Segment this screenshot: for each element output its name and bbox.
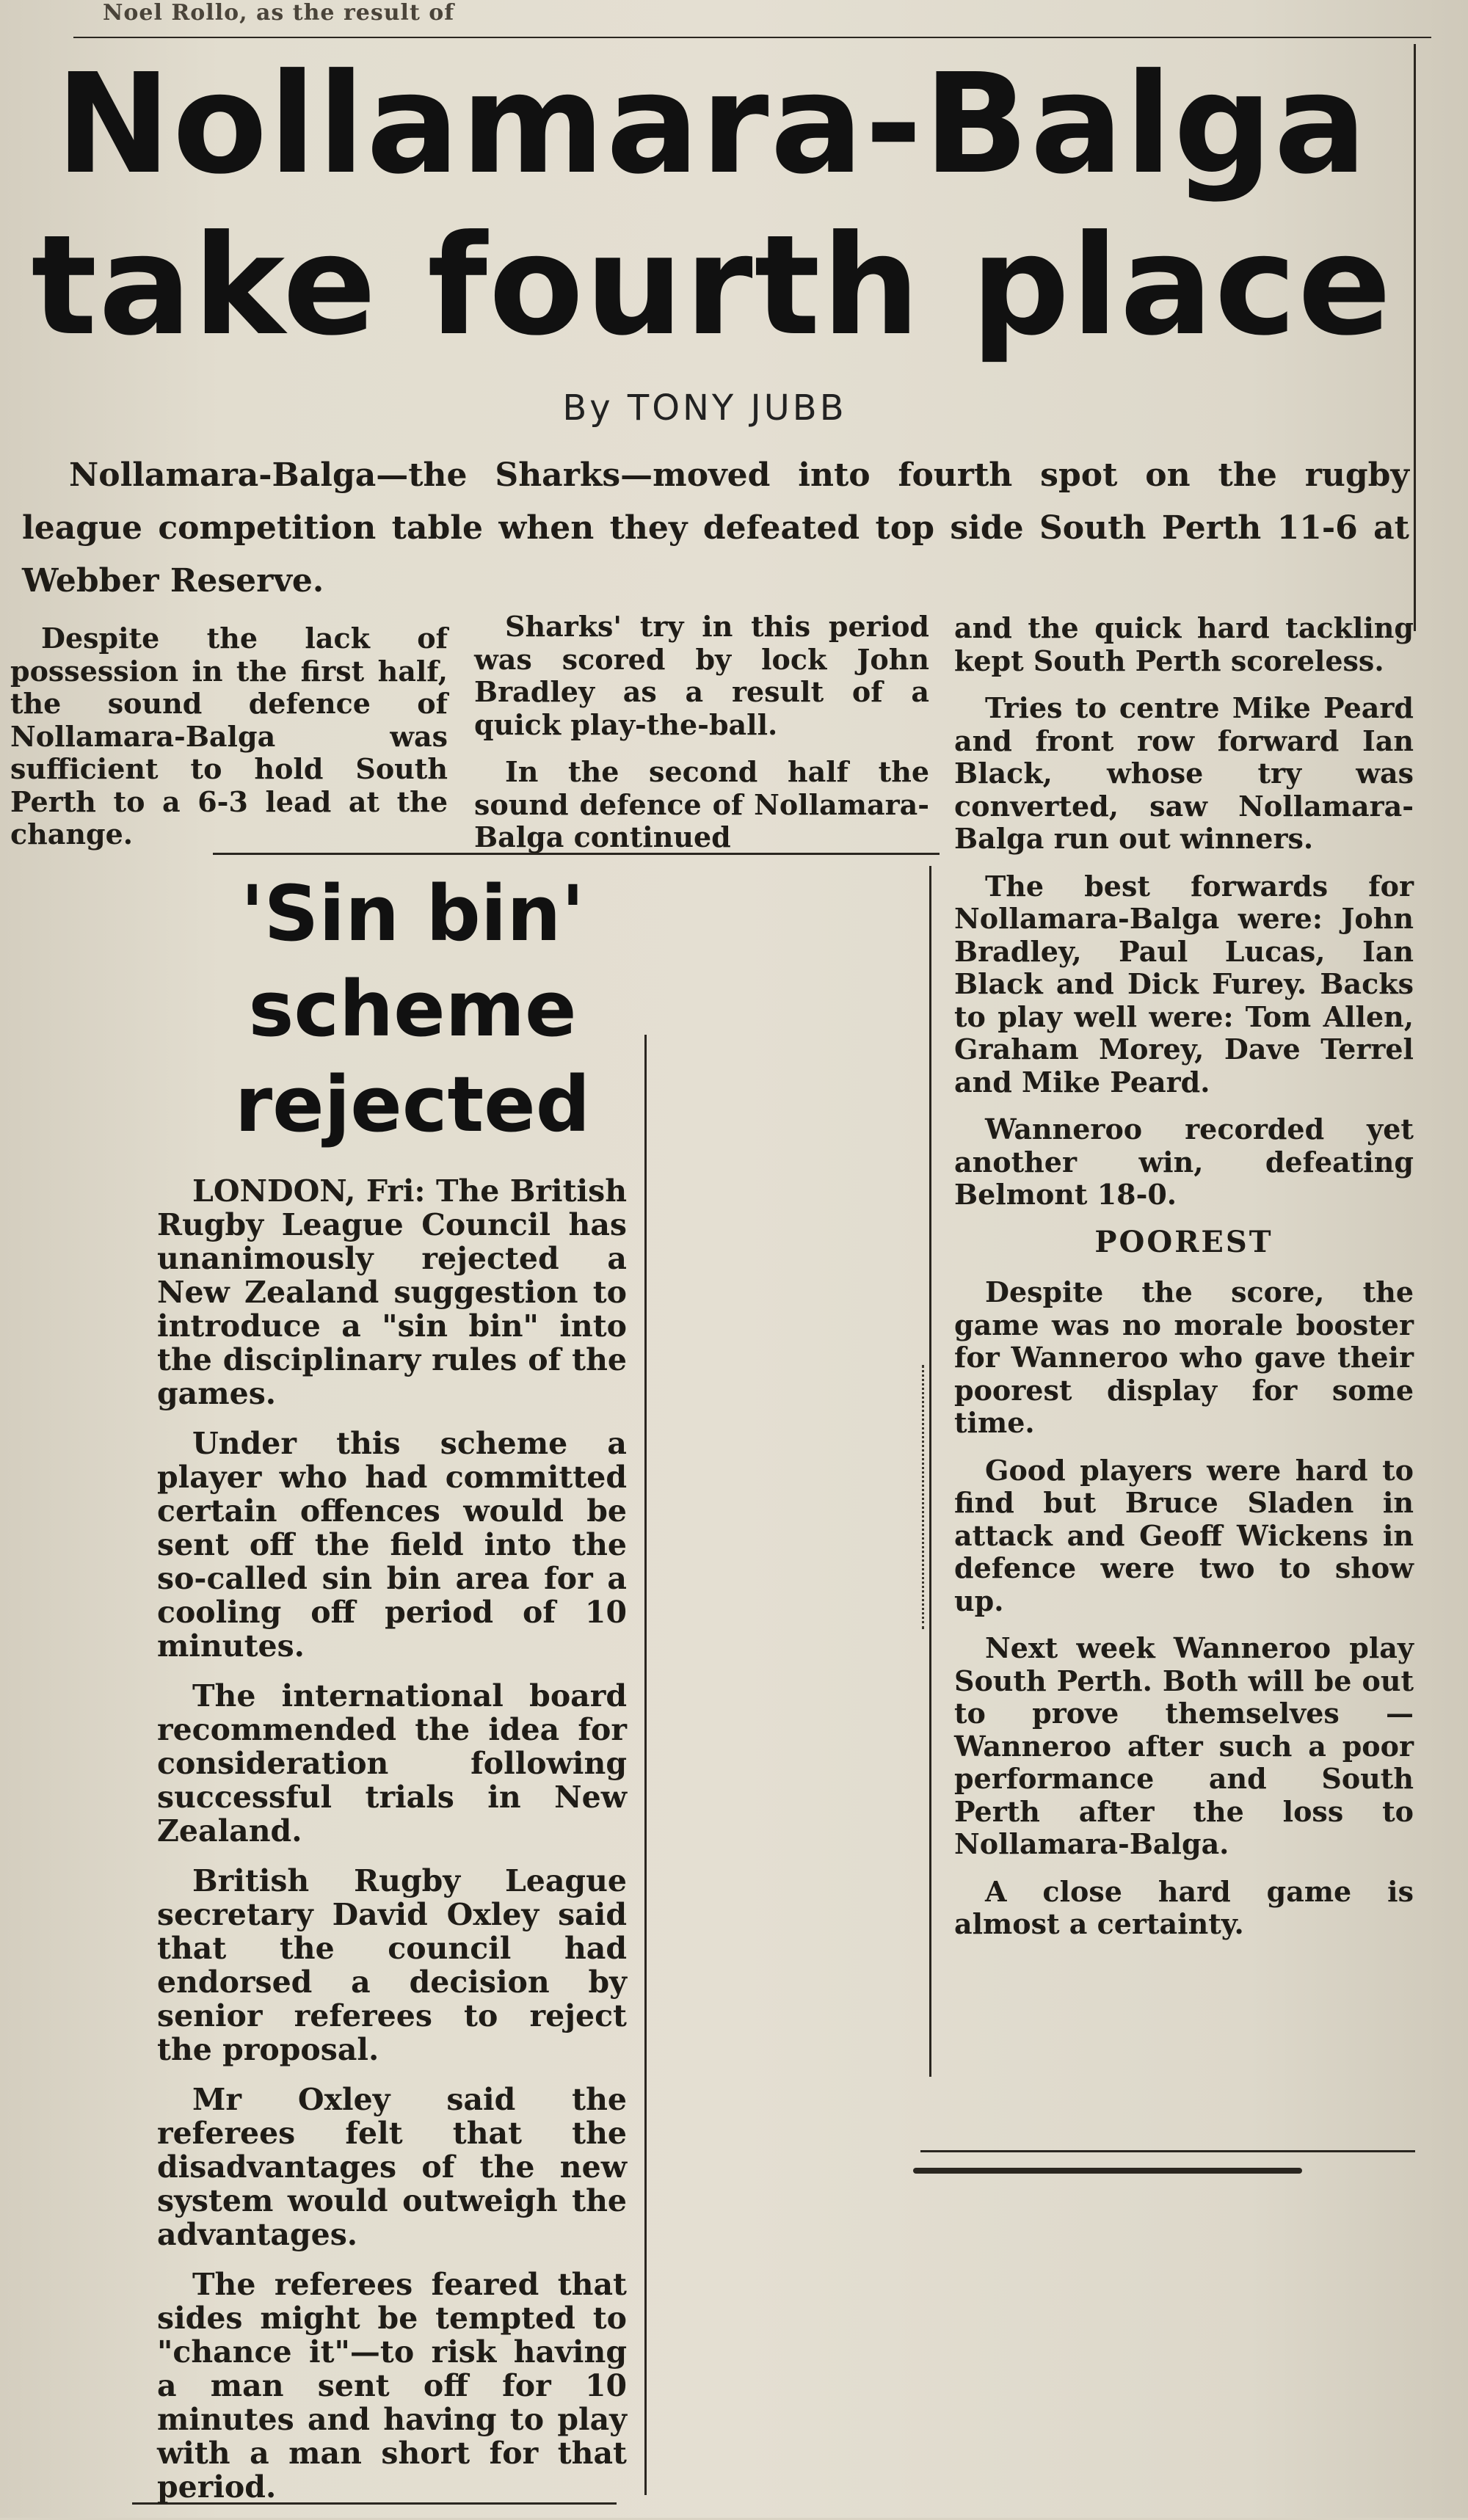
paragraph: Wanneroo recorded yet another win, defeating Belmont 18-0. [954, 1112, 1414, 1211]
sidebar-headline: 'Sin bin' scheme rejected [234, 869, 591, 1149]
paragraph: The international board recommended the idea for consideration following successful trials in New Zealand. [157, 1678, 627, 1849]
top-rule [73, 37, 1431, 38]
article-column-3 [954, 612, 1414, 1956]
paragraph: Mr Oxley said the referees felt that the disadvantages of the new system would outweigh the advantages. [157, 2082, 627, 2252]
article-column-1 [10, 622, 448, 866]
sidebar-article [157, 1174, 627, 2520]
paragraph: Under this scheme a player who had committed certain offences would be sent off the field into the so-called sin bin area for a cooling off period of 10 minutes. [157, 1426, 627, 1664]
paragraph: Despite the lack of possession in the first half, the sound defence of Nollamara-Balga was sufficient to hold South Perth to a 6-3 lead at the change. [10, 622, 448, 851]
paragraph: A close hard game is almost a certainty. [954, 1874, 1414, 1940]
column-subhead: POOREST [1094, 1224, 1273, 1259]
paragraph: and the quick hard tackling kept South Perth scoreless. [954, 611, 1414, 677]
paragraph: The referees feared that sides might be tempted to "chance it"—to risk having a man sent off for 10 minutes and having to play with a man short for that period. [157, 2267, 627, 2505]
byline: By TONY JUBB [562, 387, 847, 429]
paragraph: Despite the score, the game was no morale booster for Wanneroo who gave their poorest display for some time. [954, 1275, 1414, 1439]
paragraph: Next week Wanneroo play South Perth. Both will be out to prove themselves — Wanneroo after such a poor performance and South Perth after the loss to Nollamara-Balga. [954, 1631, 1414, 1860]
column-dotted-rule [922, 1365, 924, 1629]
intro-paragraph: Nollamara-Balga—the Sharks—moved into fourth spot on the rugby league competition table when they defeated top side South Perth 11-6 at Webber Reserve. [22, 456, 1409, 600]
paragraph: British Rugby League secretary David Oxley said that the council had endorsed a decision by senior referees to reject the proposal. [157, 1863, 627, 2067]
paragraph: LONDON, Fri: The British Rugby League Council has unanimously rejected a New Zealand suggestion to introduce a "sin bin" into the disciplinary rules of the games. [157, 1173, 627, 1411]
column3-left-rule [929, 866, 931, 2077]
paragraph: Sharks' try in this period was scored by lock John Bradley as a result of a quick play-the-ball. [474, 610, 929, 741]
paragraph: The best forwards for Nollamara-Balga were: John Bradley, Paul Lucas, Ian Black and Dick Furey. Backs to play well were: Tom Allen, Graham Morey, Dave Terrel and Mike Peard. [954, 869, 1414, 1099]
column3-thick-bottom-rule [913, 2168, 1302, 2174]
top-cut-off-text: Noel Rollo, as the result of [103, 0, 455, 26]
paragraph: Tries to centre Mike Peard and front row forward Ian Black, whose try was converted, saw Nollamara-Balga run out winners. [954, 691, 1414, 855]
sidebar-right-rule [644, 1035, 647, 2495]
column3-bottom-rule [920, 2150, 1415, 2152]
headline: Nollamara-Balga take fourth place [31, 44, 1393, 366]
paragraph: In the second half the sound defence of Nollamara-Balga continued [474, 755, 929, 853]
article-column-2 [474, 611, 929, 869]
paragraph: Good players were hard to find but Bruce Sladen in attack and Geoff Wickens in defence were two to show up. [954, 1453, 1414, 1617]
